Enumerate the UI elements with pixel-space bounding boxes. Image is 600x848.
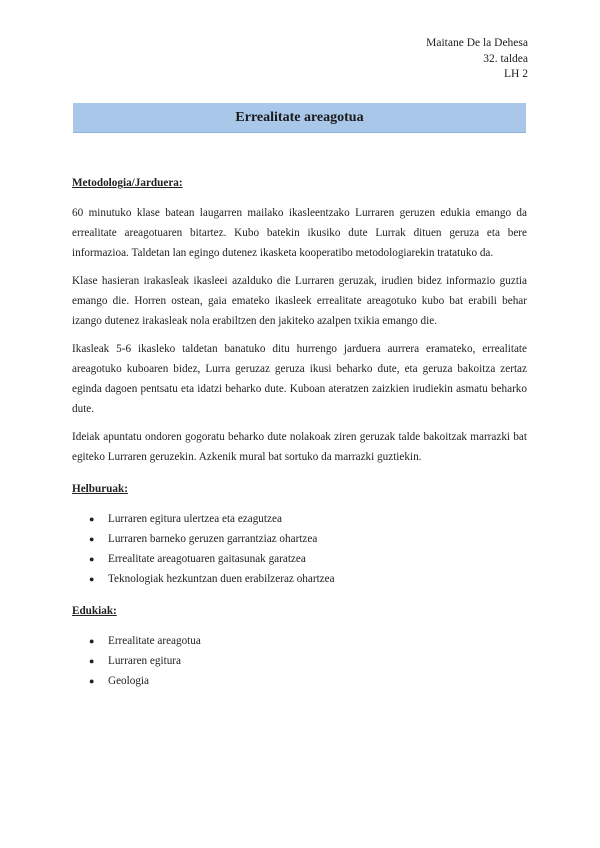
- metodologia-paragraph-4: Ideiak apuntatu ondoren gogoratu beharko dute nolakoak ziren geruzak talde bakoitzak marrazki bat egiteko Lurraren geruzekin. Azkenik mural bat sortuko da marrazki guztiekin.: [72, 431, 527, 463]
- bullet-icon: ●: [89, 676, 95, 686]
- list-item-text: Errealitate areagotuaren gaitasunak garatzea: [108, 553, 306, 565]
- bullet-icon: ●: [89, 656, 95, 666]
- document-header: [426, 36, 528, 83]
- list-item: [72, 549, 527, 569]
- list-item-text: Lurraren egitura ulertzea eta ezagutzea: [108, 513, 282, 525]
- bullet-icon: ●: [89, 514, 95, 524]
- metodologia-paragraph-2: Klase hasieran irakasleak ikasleei azalduko die Lurraren geruzak, irudien bidez informazio guztia emango die. Horren ostean, gaia emateko ikasleek errealitate areagotuko kubo bat erabili behar izango dutenez irakasleak nola erabiltzen den jakiteko azalpen txikia emango die.: [72, 275, 527, 327]
- list-item: [72, 671, 527, 691]
- group-label: 32. taldea: [483, 52, 528, 65]
- metodologia-paragraph-1: 60 minutuko klase batean laugarren mailako ikasleentzako Lurraren geruzen edukia emango da errealitate areagotuaren bitartez. Kubo batekin ikusiko dute Lurrak dituen geruza eta bere informazioa. Taldetan lan egingo dutenez ikasketa kooperatibo metodologiarekin tratatuko da.: [72, 207, 527, 259]
- course-label: LH 2: [504, 68, 528, 80]
- edukiak-list: [72, 631, 527, 691]
- list-item-text: Lurraren barneko geruzen garrantziaz ohartzea: [108, 533, 318, 545]
- list-item-text: Errealitate areagotua: [108, 635, 201, 647]
- bullet-icon: ●: [89, 534, 95, 544]
- edukiak-heading: Edukiak:: [72, 605, 117, 617]
- metodologia-heading: Metodologia/Jarduera:: [72, 177, 183, 189]
- list-item: [72, 569, 527, 589]
- list-item-text: Teknologiak hezkuntzan duen erabilzeraz ohartzea: [108, 573, 335, 585]
- list-item-text: Lurraren egitura: [108, 655, 181, 667]
- list-item: [72, 529, 527, 549]
- list-item-text: Geologia: [108, 675, 150, 687]
- helburuak-list: [72, 509, 527, 589]
- document-body: [72, 173, 527, 699]
- bullet-icon: ●: [89, 636, 95, 646]
- author-name: Maitane De la Dehesa: [426, 37, 528, 49]
- list-item: [72, 509, 527, 529]
- metodologia-paragraph-3: Ikasleak 5-6 ikasleko taldetan banatuko ditu hurrengo jarduera aurrera eramateko, errealitate areagotuko kuboaren bidez, Lurra geruzaz geruza ikusi beharko dute, eta geruza bakoitza zertaz eginda dagoen pentsatu eta idatzi beharko dute. Kuboan ateratzen zaizkien irudiekin asmatu beharko dute.: [72, 343, 527, 415]
- bullet-icon: ●: [89, 554, 95, 564]
- helburuak-heading: Helburuak:: [72, 483, 128, 495]
- list-item: [72, 631, 527, 651]
- document-title: Errealitate areagotua: [73, 103, 526, 133]
- list-item: [72, 651, 527, 671]
- bullet-icon: ●: [89, 574, 95, 584]
